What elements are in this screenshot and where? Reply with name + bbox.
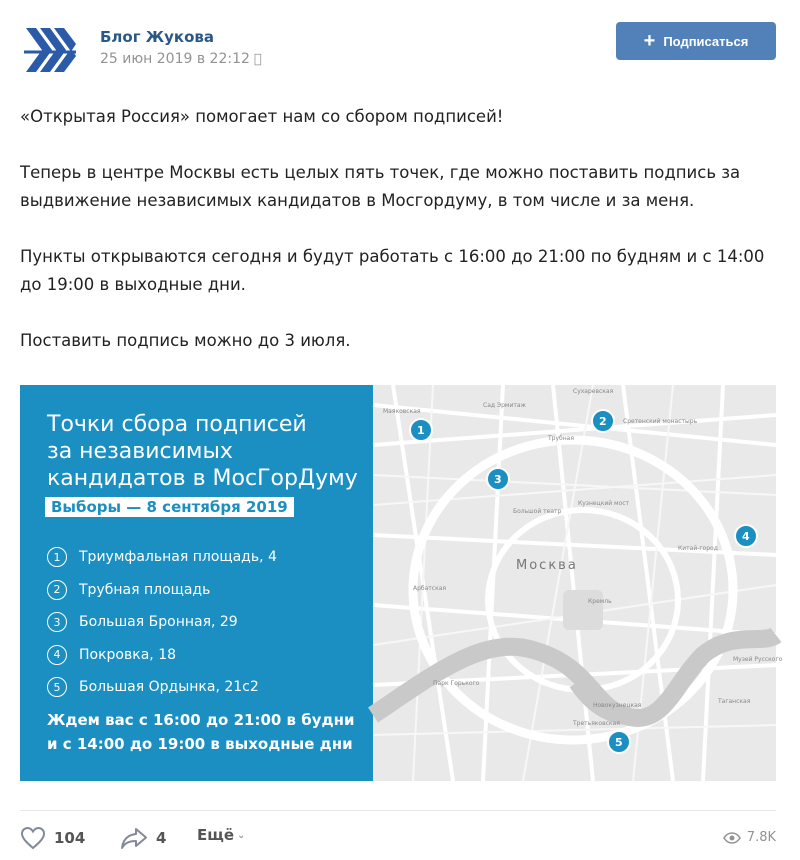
marker-number: 5 [615, 736, 623, 749]
author-name[interactable]: Блог Жукова [100, 28, 215, 46]
points-list [47, 541, 277, 704]
hours-line: Ждем вас с 16:00 до 21:00 в будни [47, 711, 355, 729]
map-label: Китай-город [678, 545, 718, 552]
map-label: Кремль [588, 598, 612, 605]
map-label: Маяковская [383, 408, 421, 415]
map-label: Арбатская [413, 585, 446, 592]
post-paragraph: «Открытая Россия» помогает нам со сбором подписей! [20, 107, 504, 126]
map-label: Сад Эрмитаж [483, 402, 526, 409]
map-label: Парк Горького [433, 680, 480, 687]
share-button[interactable] [120, 826, 166, 850]
map-label: Большой театр [513, 508, 562, 515]
eye-icon [723, 832, 741, 844]
like-button[interactable] [20, 826, 85, 850]
post-actions [20, 826, 780, 856]
like-count: 104 [54, 829, 86, 847]
map-label: Третьяковская [573, 720, 620, 727]
election-date: Выборы — 8 сентября 2019 [45, 497, 294, 517]
map-label: Музей Русского [733, 656, 783, 663]
marker-number: 2 [599, 415, 607, 428]
plus-icon: + [643, 30, 656, 52]
map-label: Сретенский монастырь [623, 418, 698, 425]
map-label: Новокузнецкая [593, 702, 642, 709]
point-number: 1 [47, 547, 67, 567]
marker-number: 3 [494, 473, 502, 486]
panel-title-line: за независимых [47, 439, 233, 464]
share-count: 4 [156, 829, 167, 847]
post-date-text[interactable]: 25 июн 2019 в 22:12 [100, 51, 250, 67]
panel-title [47, 411, 358, 492]
point-label: Триумфальная площадь, 4 [79, 549, 277, 566]
panel-title-line: кандидатов в МосГорДуму [47, 466, 358, 491]
views-counter [723, 830, 776, 845]
post-paragraph: Пункты открываются сегодня и будут работать с 16:00 до 21:00 по будням и с 14:00 до 19:00 в выходные дни. [20, 247, 765, 294]
views-count: 7.8K [746, 830, 776, 845]
list-item [47, 671, 277, 704]
map-label: Сухаревская [573, 388, 614, 395]
panel-title-line: Точки сбора подписей [47, 412, 307, 437]
map-marker [592, 410, 614, 432]
more-label: Ещё [197, 826, 235, 844]
post-paragraph: Теперь в центре Москвы есть целых пять точек, где можно поставить подпись за выдвижение независимых кандидатов в Мосгордуму, в том числе и за меня. [20, 163, 741, 210]
map-city-label: Москва [516, 558, 578, 573]
post-paragraph: Поставить подпись можно до 3 июля. [20, 331, 351, 350]
map-marker [410, 419, 432, 441]
list-item [47, 606, 277, 639]
info-panel [20, 385, 373, 781]
map-marker [487, 468, 509, 490]
map-label: Кузнецкий мост [578, 500, 630, 507]
post-image[interactable] [20, 385, 783, 781]
point-label: Большая Бронная, 29 [79, 614, 238, 631]
subscribe-label: Подписаться [663, 33, 749, 49]
list-item [47, 574, 277, 607]
moscow-map [373, 385, 783, 781]
point-number: 3 [47, 612, 67, 632]
marker-number: 1 [417, 424, 425, 437]
map-marker [608, 731, 630, 753]
divider [20, 810, 776, 811]
map-label: Трубная [548, 435, 574, 442]
avatar[interactable] [22, 22, 78, 78]
list-item [47, 541, 277, 574]
subscribe-button[interactable] [616, 22, 776, 60]
point-number: 5 [47, 677, 67, 697]
more-button[interactable] [197, 826, 245, 844]
point-label: Трубная площадь [79, 581, 211, 598]
point-label: Покровка, 18 [79, 646, 177, 663]
chevron-down-icon: ⌄ [237, 829, 246, 841]
apple-icon [254, 52, 262, 67]
map-marker [735, 525, 757, 547]
hours-line: и с 14:00 до 19:00 в выходные дни [47, 735, 353, 753]
map-label: Таганская [718, 698, 751, 705]
post-date[interactable] [100, 51, 262, 67]
list-item [47, 639, 277, 672]
point-label: Большая Ордынка, 21с2 [79, 679, 259, 696]
post-text [20, 103, 780, 383]
hours-note [47, 708, 355, 756]
share-icon [120, 826, 148, 850]
point-number: 2 [47, 580, 67, 600]
heart-icon [20, 826, 46, 850]
marker-number: 4 [742, 530, 750, 543]
post-header [20, 18, 780, 78]
point-number: 4 [47, 645, 67, 665]
